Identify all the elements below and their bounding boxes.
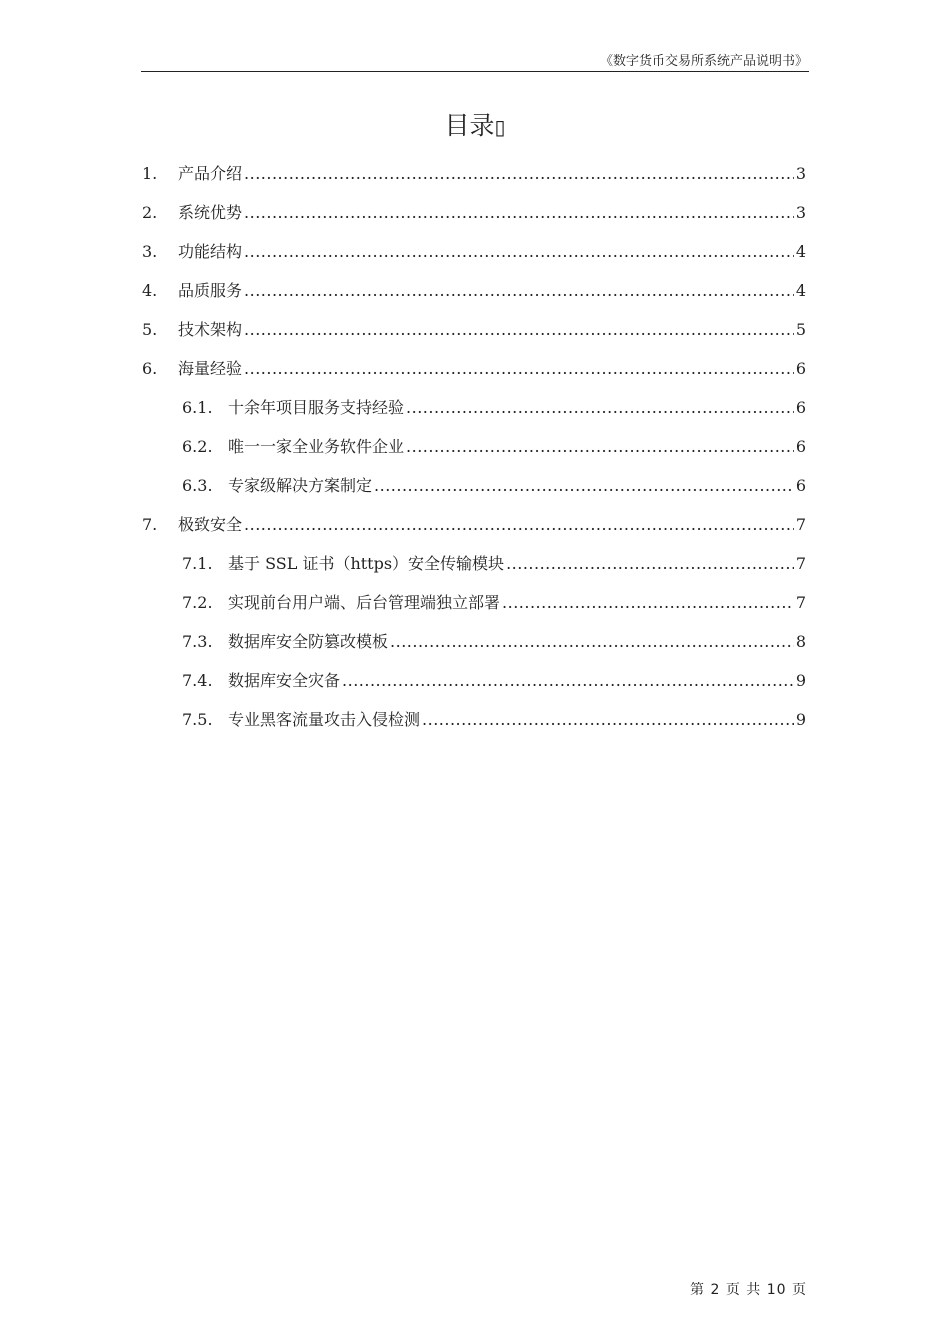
toc-entry[interactable] xyxy=(142,161,806,200)
toc-entry[interactable] xyxy=(142,473,806,512)
toc-entry[interactable] xyxy=(142,434,806,473)
missing-glyph-box: ▯ xyxy=(494,115,506,139)
toc-entry-number: 4. xyxy=(142,281,158,300)
toc-dot-leader xyxy=(244,515,794,534)
toc-entry[interactable] xyxy=(142,239,806,278)
toc-dot-leader xyxy=(244,359,794,378)
toc-entry-page: 3 xyxy=(795,203,806,222)
toc-entry-page: 6 xyxy=(795,398,806,417)
toc-entry-page: 6 xyxy=(795,476,806,495)
toc-entry-number: 7.1. xyxy=(182,554,213,573)
page-number-footer: 第 2 页 共 10 页 xyxy=(690,1282,807,1298)
toc-entry-page: 4 xyxy=(795,281,806,300)
toc-entry[interactable] xyxy=(142,707,806,746)
toc-entry-label: 极致安全 xyxy=(178,515,243,534)
toc-entry-page: 3 xyxy=(795,164,806,183)
toc-entry-page: 9 xyxy=(795,671,806,690)
toc-entry-label: 数据库安全灾备 xyxy=(228,671,341,690)
toc-entry-page: 9 xyxy=(795,710,806,729)
toc-entry-number: 7. xyxy=(142,515,158,534)
toc-entry-label: 专家级解决方案制定 xyxy=(228,476,373,495)
toc-dot-leader xyxy=(374,476,794,495)
toc-entry[interactable] xyxy=(142,629,806,668)
toc-list xyxy=(142,161,806,746)
toc-entry-number: 6.3. xyxy=(182,476,213,495)
toc-entry-page: 7 xyxy=(795,554,806,573)
toc-entry[interactable] xyxy=(142,356,806,395)
toc-entry[interactable] xyxy=(142,395,806,434)
toc-entry-number: 6. xyxy=(142,359,158,378)
toc-dot-leader xyxy=(244,242,794,261)
toc-entry-label: 唯一一家全业务软件企业 xyxy=(228,437,405,456)
toc-entry-page: 8 xyxy=(795,632,806,651)
toc-dot-leader xyxy=(406,398,794,417)
toc-entry-number: 2. xyxy=(142,203,158,222)
toc-entry-number: 6.1. xyxy=(182,398,213,417)
toc-entry-label: 基于 SSL 证书（https）安全传输模块 xyxy=(228,554,505,573)
header-divider xyxy=(141,71,809,72)
toc-entry-label: 数据库安全防篡改模板 xyxy=(228,632,389,651)
toc-entry-page: 6 xyxy=(795,437,806,456)
toc-entry-label: 功能结构 xyxy=(178,242,243,261)
toc-dot-leader xyxy=(506,554,794,573)
toc-dot-leader xyxy=(244,281,794,300)
toc-dot-leader xyxy=(244,164,794,183)
toc-entry-page: 5 xyxy=(795,320,806,339)
toc-title-text: 目录 xyxy=(444,111,495,140)
toc-entry-label: 系统优势 xyxy=(178,203,243,222)
toc-dot-leader xyxy=(244,320,794,339)
toc-dot-leader xyxy=(406,437,794,456)
toc-entry[interactable] xyxy=(142,317,806,356)
toc-entry-label: 品质服务 xyxy=(178,281,243,300)
toc-dot-leader xyxy=(244,203,794,222)
toc-entry[interactable] xyxy=(142,590,806,629)
toc-entry-page: 4 xyxy=(795,242,806,261)
toc-entry-label: 产品介绍 xyxy=(178,164,243,183)
toc-entry-number: 6.2. xyxy=(182,437,213,456)
toc-entry-number: 7.4. xyxy=(182,671,213,690)
toc-entry-label: 实现前台用户端、后台管理端独立部署 xyxy=(228,593,501,612)
document-title-header: 《数字货币交易所系统产品说明书》 xyxy=(599,54,808,69)
toc-entry[interactable] xyxy=(142,668,806,707)
toc-dot-leader xyxy=(342,671,794,690)
toc-heading xyxy=(0,106,950,142)
toc-entry[interactable] xyxy=(142,278,806,317)
toc-dot-leader xyxy=(502,593,794,612)
toc-entry[interactable] xyxy=(142,512,806,551)
toc-entry-label: 十余年项目服务支持经验 xyxy=(228,398,405,417)
toc-entry-number: 7.5. xyxy=(182,710,213,729)
toc-entry-number: 5. xyxy=(142,320,158,339)
toc-entry-page: 7 xyxy=(795,515,806,534)
toc-dot-leader xyxy=(422,710,794,729)
toc-entry-page: 6 xyxy=(795,359,806,378)
toc-entry[interactable] xyxy=(142,551,806,590)
toc-entry-number: 7.3. xyxy=(182,632,213,651)
toc-entry-label: 技术架构 xyxy=(178,320,243,339)
toc-entry-page: 7 xyxy=(795,593,806,612)
toc-entry-label: 专业黑客流量攻击入侵检测 xyxy=(228,710,421,729)
toc-entry-number: 7.2. xyxy=(182,593,213,612)
toc-dot-leader xyxy=(390,632,794,651)
toc-entry[interactable] xyxy=(142,200,806,239)
toc-entry-label: 海量经验 xyxy=(178,359,243,378)
toc-entry-number: 1. xyxy=(142,164,158,183)
toc-entry-number: 3. xyxy=(142,242,158,261)
